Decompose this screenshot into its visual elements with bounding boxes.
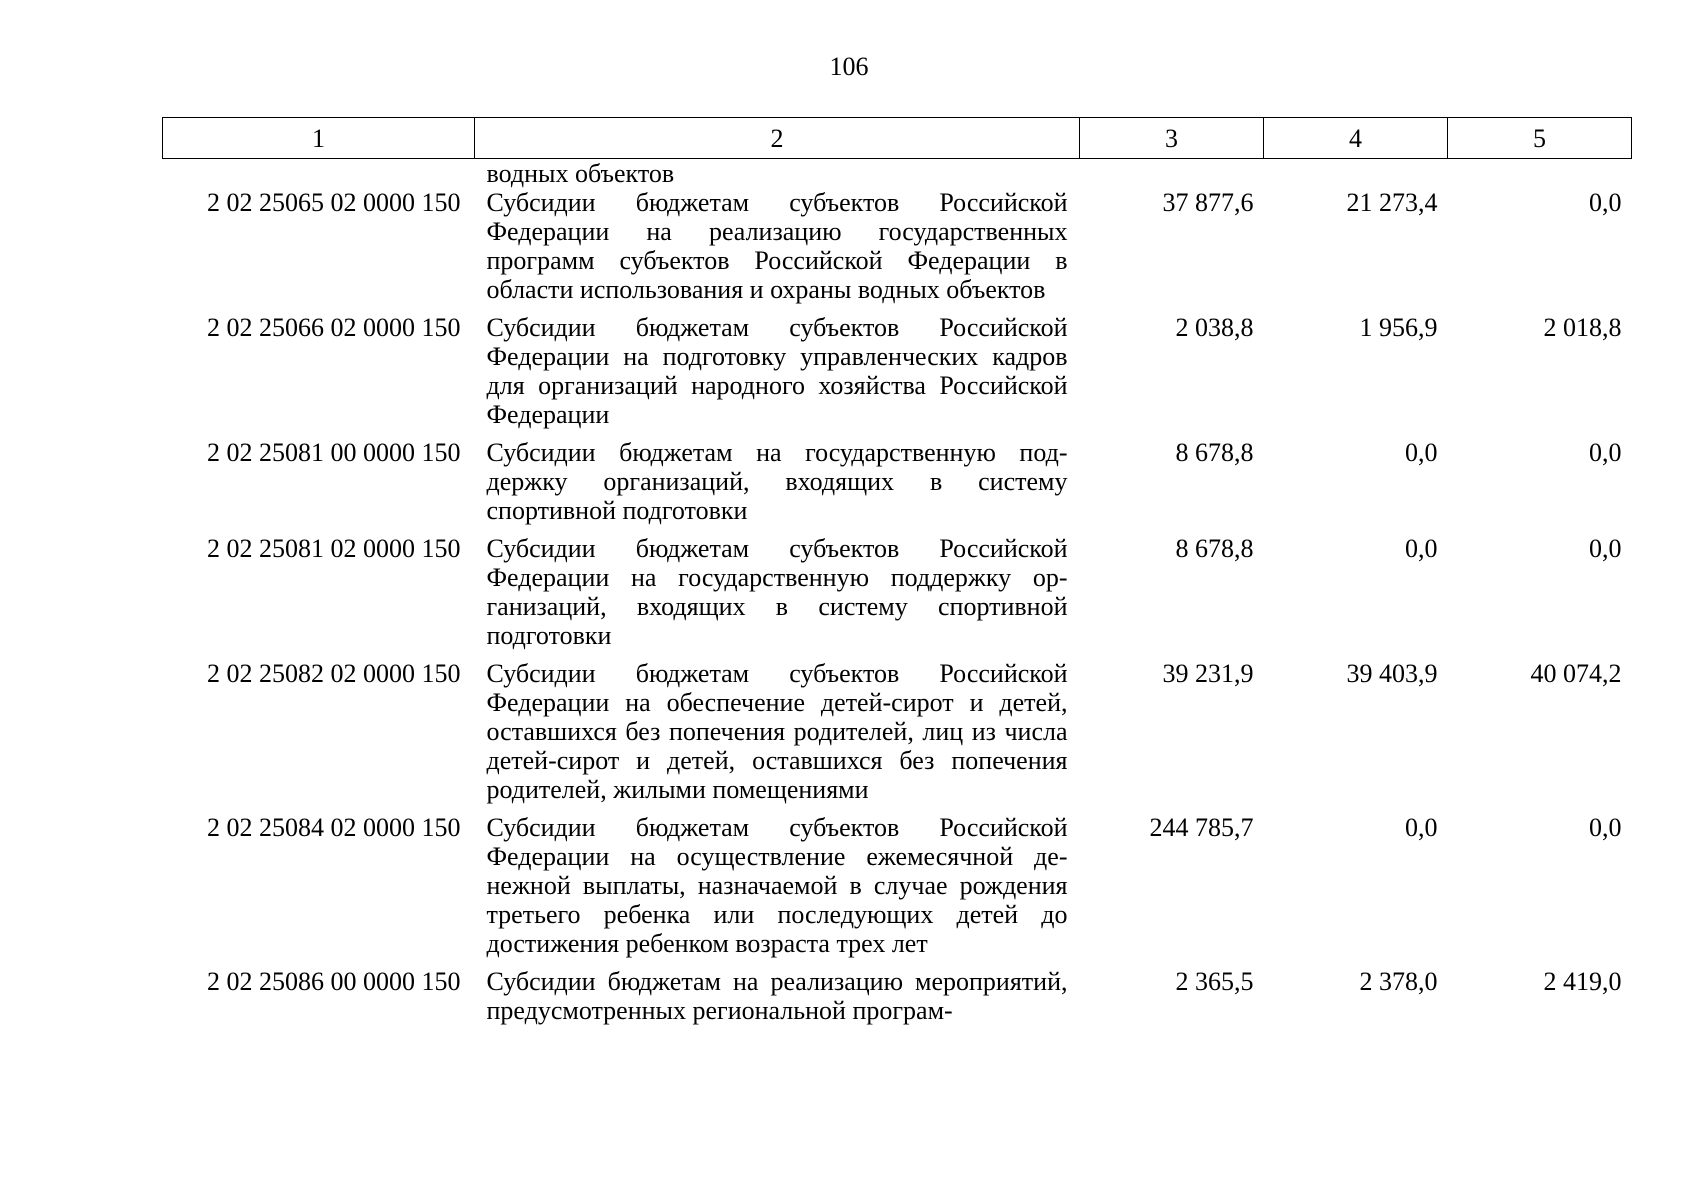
row-value-3: 8 678,8 (1175, 534, 1254, 563)
row-value-5: 0,0 (1589, 438, 1622, 467)
row-name: Субсидии бюджетам на реализацию мероприятий, предусмотренных региональной програм- (486, 967, 1068, 1025)
table-row (163, 188, 1632, 313)
row-code: 2 02 25086 00 0000 150 (207, 967, 461, 996)
row-value-3: 2 038,8 (1175, 313, 1254, 342)
row-name: Субсидии бюджетам субъектов Российской Федерации на осуществление ежемесячной денежной выплаты, назначаемой в случае рождения третьего ребенка или последующих детей до достижения ребенком возраста трех лет (486, 813, 1068, 958)
row-name: Субсидии бюджетам на государственную поддержку организаций, входящих в систему спортивной подготовки (486, 438, 1068, 525)
row-code: 2 02 25081 00 0000 150 (207, 438, 461, 467)
row-value-4: 0,0 (1405, 438, 1438, 467)
row-name: Субсидии бюджетам субъектов Российской Федерации на государственную поддержку организаций, входящих в систему спортивной подготовки (486, 534, 1068, 650)
table-row (163, 659, 1632, 813)
row-value-3: 39 231,9 (1162, 659, 1254, 688)
continuation-text: водных объектов (486, 159, 675, 188)
continuation-code (163, 159, 475, 189)
row-code: 2 02 25084 02 0000 150 (207, 813, 461, 842)
row-value-3: 8 678,8 (1175, 438, 1254, 467)
row-value-4: 39 403,9 (1346, 659, 1438, 688)
table-row (163, 438, 1632, 534)
header-col-4: 4 (1264, 118, 1448, 159)
row-value-5: 40 074,2 (1530, 659, 1622, 688)
row-value-5: 0,0 (1589, 813, 1622, 842)
header-col-1: 1 (163, 118, 475, 159)
row-value-4: 1 956,9 (1359, 313, 1438, 342)
row-code: 2 02 25082 02 0000 150 (207, 659, 461, 688)
table-body (163, 159, 1632, 1035)
table-row (163, 813, 1632, 967)
row-value-4: 0,0 (1405, 534, 1438, 563)
header-col-3: 3 (1080, 118, 1264, 159)
table-row (163, 313, 1632, 438)
row-name: Субсидии бюджетам субъектов Российской Федерации на обеспечение детей-сирот и детей, оставшихся без попечения родителей, лиц из числа детей-сирот и детей, оставшихся без попечения родителей, жилыми помещениями (486, 659, 1068, 804)
header-row (163, 118, 1632, 159)
table-header (163, 118, 1632, 159)
row-value-5: 2 419,0 (1543, 967, 1622, 996)
row-value-4: 0,0 (1405, 813, 1438, 842)
table-row (163, 967, 1632, 1034)
row-value-4: 2 378,0 (1359, 967, 1438, 996)
row-value-3: 37 877,6 (1162, 188, 1254, 217)
page-number: 106 (829, 52, 869, 81)
row-code: 2 02 25066 02 0000 150 (207, 313, 461, 342)
row-code: 2 02 25065 02 0000 150 (207, 188, 461, 217)
row-value-5: 2 018,8 (1543, 313, 1622, 342)
header-col-2: 2 (475, 118, 1080, 159)
budget-table (162, 117, 1632, 1034)
row-value-3: 2 365,5 (1175, 967, 1254, 996)
continuation-row (163, 159, 1632, 189)
row-name: Субсидии бюджетам субъектов Российской Федерации на реализацию государственных программ субъектов Российской Федерации в области использования и охраны водных объектов (486, 188, 1068, 304)
row-code: 2 02 25081 02 0000 150 (207, 534, 461, 563)
row-value-5: 0,0 (1589, 188, 1622, 217)
row-name: Субсидии бюджетам субъектов Российской Федерации на подготовку управленческих кадров для организаций народного хозяйства Российской Федерации (486, 313, 1068, 429)
row-value-5: 0,0 (1589, 534, 1622, 563)
row-value-3: 244 785,7 (1149, 813, 1254, 842)
header-col-5: 5 (1448, 118, 1632, 159)
table-row (163, 534, 1632, 659)
row-value-4: 21 273,4 (1346, 188, 1438, 217)
